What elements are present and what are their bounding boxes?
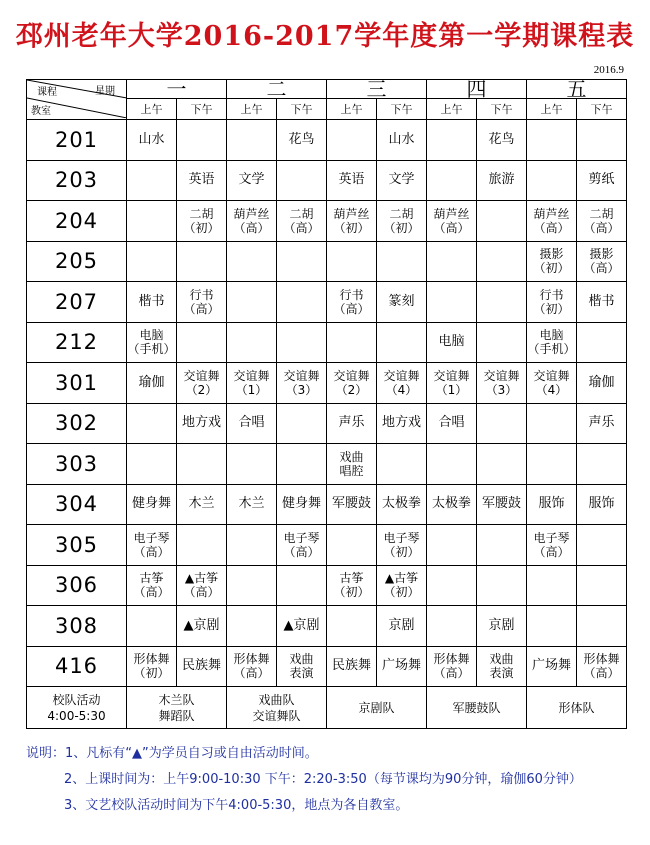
course-cell: 瑜伽: [127, 363, 177, 404]
course-cell: [377, 444, 427, 485]
course-cell: 电子琴 （高）: [127, 525, 177, 566]
course-cell: [427, 565, 477, 606]
course-cell: 交谊舞 （2）: [327, 363, 377, 404]
course-cell: [227, 525, 277, 566]
schedule-row: [27, 646, 627, 687]
course-cell: [277, 403, 327, 444]
course-cell: [577, 322, 627, 363]
team-cell: 戏曲队 交谊舞队: [227, 687, 327, 729]
course-cell: [577, 606, 627, 647]
course-cell: 形体舞 （初）: [127, 646, 177, 687]
corner-course-label: 课程: [37, 87, 57, 98]
course-cell: 交谊舞 （4）: [527, 363, 577, 404]
day-header: 一: [127, 80, 227, 99]
course-cell: 楷书: [577, 282, 627, 323]
course-cell: [427, 241, 477, 282]
course-cell: 篆刻: [377, 282, 427, 323]
course-cell: 电子琴 （高）: [277, 525, 327, 566]
day-header-row: [27, 80, 627, 99]
corner-week-label: 星期: [95, 86, 115, 97]
course-cell: 声乐: [327, 403, 377, 444]
course-cell: 电脑 （手机）: [127, 322, 177, 363]
course-cell: [477, 241, 527, 282]
course-cell: 交谊舞 （2）: [177, 363, 227, 404]
corner-room-label: 教室: [31, 106, 51, 117]
course-cell: [577, 444, 627, 485]
schedule-body: [27, 120, 627, 687]
course-cell: [577, 565, 627, 606]
course-cell: 楷书: [127, 282, 177, 323]
half-day-header: 下午: [377, 99, 427, 120]
course-cell: 军腰鼓: [477, 484, 527, 525]
course-cell: 花鸟: [277, 120, 327, 161]
course-cell: 健身舞: [127, 484, 177, 525]
course-cell: 葫芦丝 （初）: [327, 201, 377, 242]
course-cell: [177, 120, 227, 161]
course-cell: 二胡 （初）: [177, 201, 227, 242]
course-cell: 文学: [377, 160, 427, 201]
course-cell: 广场舞: [377, 646, 427, 687]
half-day-header: 下午: [477, 99, 527, 120]
course-cell: 太极拳: [377, 484, 427, 525]
course-cell: [427, 525, 477, 566]
course-cell: [527, 606, 577, 647]
course-cell: [327, 606, 377, 647]
course-cell: 军腰鼓: [327, 484, 377, 525]
course-cell: 二胡 （高）: [577, 201, 627, 242]
course-cell: 文学: [227, 160, 277, 201]
course-cell: [177, 444, 227, 485]
schedule-row: [27, 606, 627, 647]
course-cell: [477, 322, 527, 363]
course-cell: [127, 403, 177, 444]
course-cell: ▲古筝 （高）: [177, 565, 227, 606]
course-cell: [477, 403, 527, 444]
room-number: 416: [27, 646, 127, 687]
course-cell: 服饰: [577, 484, 627, 525]
course-cell: [127, 241, 177, 282]
schedule-row: [27, 241, 627, 282]
course-cell: [277, 444, 327, 485]
course-cell: 山水: [377, 120, 427, 161]
course-cell: [177, 525, 227, 566]
course-cell: [127, 606, 177, 647]
course-cell: ▲京剧: [277, 606, 327, 647]
course-cell: [227, 444, 277, 485]
schedule-row: [27, 160, 627, 201]
course-cell: 形体舞 （高）: [427, 646, 477, 687]
schedule-title: 邳州老年大学2016-2017学年度第一学期课程表: [15, 21, 635, 52]
note-line-1: 说明：1、凡标有“▲”为学员自习或自由活动时间。: [26, 746, 318, 761]
schedule-date: 2016.9: [593, 64, 624, 76]
half-day-header: 上午: [127, 99, 177, 120]
room-number: 212: [27, 322, 127, 363]
room-number: 305: [27, 525, 127, 566]
course-cell: 健身舞: [277, 484, 327, 525]
room-number: 203: [27, 160, 127, 201]
course-cell: 电子琴 （初）: [377, 525, 427, 566]
room-number: 201: [27, 120, 127, 161]
room-number: 308: [27, 606, 127, 647]
course-cell: 京剧: [477, 606, 527, 647]
course-cell: [277, 241, 327, 282]
half-day-header: 下午: [577, 99, 627, 120]
course-cell: [277, 282, 327, 323]
team-activity-label: 校队活动 4:00-5:30: [27, 687, 127, 729]
course-cell: 形体舞 （高）: [577, 646, 627, 687]
course-cell: [527, 565, 577, 606]
schedule-row: [27, 525, 627, 566]
course-cell: [327, 241, 377, 282]
course-cell: 二胡 （高）: [277, 201, 327, 242]
course-cell: 交谊舞 （3）: [277, 363, 327, 404]
course-cell: 服饰: [527, 484, 577, 525]
course-cell: 二胡 （初）: [377, 201, 427, 242]
day-header: 三: [327, 80, 427, 99]
course-cell: 瑜伽: [577, 363, 627, 404]
course-cell: [227, 282, 277, 323]
course-cell: 摄影 （初）: [527, 241, 577, 282]
course-cell: 古筝 （初）: [327, 565, 377, 606]
course-cell: 戏曲 唱腔: [327, 444, 377, 485]
course-schedule-table: [26, 79, 627, 729]
course-cell: 花鸟: [477, 120, 527, 161]
note-line-3: 3、文艺校队活动时间为下午4:00-5:30，地点为各自教室。: [64, 798, 409, 813]
course-cell: [477, 282, 527, 323]
course-cell: 民族舞: [327, 646, 377, 687]
course-cell: 戏曲 表演: [477, 646, 527, 687]
course-cell: [377, 241, 427, 282]
course-cell: [477, 444, 527, 485]
course-cell: 戏曲 表演: [277, 646, 327, 687]
course-cell: [227, 322, 277, 363]
course-cell: 电子琴 （高）: [527, 525, 577, 566]
course-cell: [527, 160, 577, 201]
team-cell: 形体队: [527, 687, 627, 729]
course-cell: [227, 565, 277, 606]
day-header: 二: [227, 80, 327, 99]
schedule-row: [27, 484, 627, 525]
half-day-header: 上午: [527, 99, 577, 120]
team-cell: 木兰队 舞蹈队: [127, 687, 227, 729]
course-cell: [127, 160, 177, 201]
half-day-header: 下午: [177, 99, 227, 120]
schedule-row: [27, 565, 627, 606]
corner-header: [27, 80, 127, 120]
half-day-header: 上午: [427, 99, 477, 120]
schedule-row: [27, 403, 627, 444]
course-cell: 行书 （高）: [177, 282, 227, 323]
course-cell: [477, 565, 527, 606]
course-cell: [427, 606, 477, 647]
room-number: 204: [27, 201, 127, 242]
room-number: 301: [27, 363, 127, 404]
course-cell: [427, 444, 477, 485]
course-cell: [127, 201, 177, 242]
half-day-header: 上午: [227, 99, 277, 120]
day-header: 五: [527, 80, 627, 99]
course-cell: [527, 444, 577, 485]
room-number: 306: [27, 565, 127, 606]
course-cell: 木兰: [227, 484, 277, 525]
course-cell: [427, 120, 477, 161]
schedule-row: [27, 282, 627, 323]
course-cell: 电脑: [427, 322, 477, 363]
course-cell: [227, 120, 277, 161]
course-cell: [527, 403, 577, 444]
course-cell: [127, 444, 177, 485]
course-cell: [227, 606, 277, 647]
course-cell: 古筝 （高）: [127, 565, 177, 606]
course-cell: [577, 120, 627, 161]
course-cell: [277, 322, 327, 363]
course-cell: 英语: [177, 160, 227, 201]
course-cell: 太极拳: [427, 484, 477, 525]
course-cell: 声乐: [577, 403, 627, 444]
schedule-row: [27, 201, 627, 242]
course-cell: 旅游: [477, 160, 527, 201]
course-cell: 地方戏: [377, 403, 427, 444]
course-cell: [227, 241, 277, 282]
course-cell: 摄影 （高）: [577, 241, 627, 282]
course-cell: 剪纸: [577, 160, 627, 201]
course-cell: [527, 120, 577, 161]
day-header: 四: [427, 80, 527, 99]
course-cell: 交谊舞 （1）: [227, 363, 277, 404]
course-cell: [477, 525, 527, 566]
team-cell: 京剧队: [327, 687, 427, 729]
room-number: 302: [27, 403, 127, 444]
course-cell: [327, 120, 377, 161]
room-number: 303: [27, 444, 127, 485]
course-cell: 葫芦丝 （高）: [227, 201, 277, 242]
course-cell: 葫芦丝 （高）: [527, 201, 577, 242]
course-cell: ▲京剧: [177, 606, 227, 647]
room-number: 207: [27, 282, 127, 323]
course-cell: [177, 241, 227, 282]
course-cell: ▲古筝 （初）: [377, 565, 427, 606]
schedule-row: [27, 363, 627, 404]
half-day-header: 下午: [277, 99, 327, 120]
course-cell: 山水: [127, 120, 177, 161]
course-cell: [277, 160, 327, 201]
course-cell: 广场舞: [527, 646, 577, 687]
course-cell: [177, 322, 227, 363]
team-activity-row: [27, 687, 627, 729]
half-day-header: 上午: [327, 99, 377, 120]
course-cell: [427, 282, 477, 323]
course-cell: [477, 201, 527, 242]
course-cell: [327, 322, 377, 363]
course-cell: [327, 525, 377, 566]
course-cell: 形体舞 （高）: [227, 646, 277, 687]
schedule-row: [27, 444, 627, 485]
schedule-row: [27, 322, 627, 363]
course-cell: 英语: [327, 160, 377, 201]
schedule-row: [27, 120, 627, 161]
course-cell: 合唱: [427, 403, 477, 444]
course-cell: 交谊舞 （4）: [377, 363, 427, 404]
course-cell: [427, 160, 477, 201]
team-cell: 军腰鼓队: [427, 687, 527, 729]
course-cell: 行书 （初）: [527, 282, 577, 323]
room-number: 205: [27, 241, 127, 282]
course-cell: 交谊舞 （1）: [427, 363, 477, 404]
room-number: 304: [27, 484, 127, 525]
course-cell: [277, 565, 327, 606]
course-cell: 合唱: [227, 403, 277, 444]
course-cell: 葫芦丝 （高）: [427, 201, 477, 242]
note-line-2: 2、上课时间为：上午9:00-10:30 下午：2:20-3:50（每节课均为90分钟，瑜伽60分钟）: [64, 772, 582, 787]
course-cell: 地方戏: [177, 403, 227, 444]
course-cell: 电脑 （手机）: [527, 322, 577, 363]
course-cell: [577, 525, 627, 566]
course-cell: [377, 322, 427, 363]
course-cell: 民族舞: [177, 646, 227, 687]
course-cell: 交谊舞 （3）: [477, 363, 527, 404]
course-cell: 行书 （高）: [327, 282, 377, 323]
course-cell: 木兰: [177, 484, 227, 525]
course-cell: 京剧: [377, 606, 427, 647]
